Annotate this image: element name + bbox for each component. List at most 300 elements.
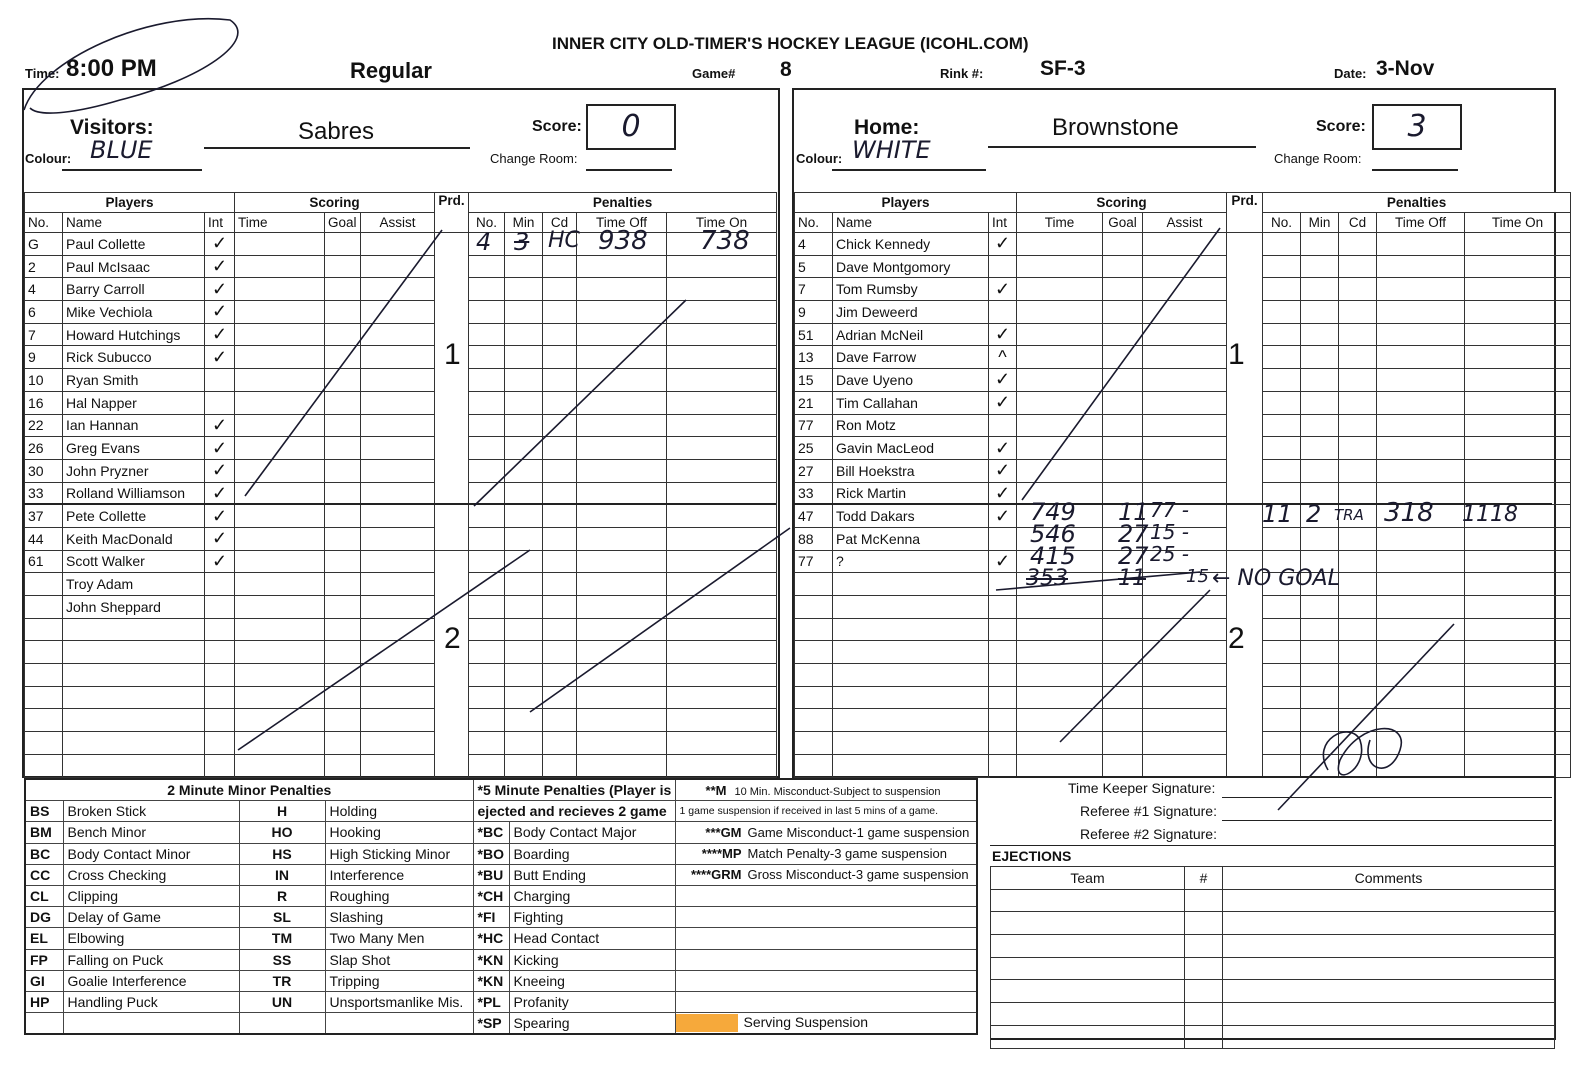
legend-cell: Broken Stick [63,801,239,822]
visitors-penalty-cd: HC [548,228,580,253]
game-value: 8 [780,58,792,81]
player-int: ✓ [205,550,235,573]
player-no: 25 [795,437,833,460]
referee1-line [1222,820,1552,821]
player-no: 37 [25,505,63,528]
legend-table [24,778,978,1035]
player-int: ✓ [989,550,1017,573]
player-name: Ian Hannan [63,414,205,437]
minor-desc: Bench Minor [63,822,239,843]
home-penalty-cd: TRA [1334,506,1364,524]
legend-row [25,864,977,885]
minor-desc: Elbowing [63,928,239,949]
home-struck-goal-goal: 11 [1118,566,1146,591]
home-penalty-off: 318 [1384,498,1434,528]
player-name: Tim Callahan [833,391,989,414]
misc-desc: 10 Min. Misconduct-Subject to suspension [734,785,941,798]
minor-code: CC [25,864,63,885]
minor-desc: Two Many Men [325,928,473,949]
visitors-score-label: Score: [532,118,582,135]
prd-header: Prd. [435,193,469,233]
visitors-penalty-on: 738 [700,226,750,256]
player-name: Ryan Smith [63,369,205,392]
col-goal: Goal [1103,213,1143,233]
minor-code: EL [25,928,63,949]
col-time-off: Time Off [577,213,667,233]
player-name: Pete Collette [63,505,205,528]
player-no: 22 [25,414,63,437]
major-desc: Butt Ending [509,864,675,885]
col-name: Name [63,213,205,233]
player-name: Scott Walker [63,550,205,573]
rink-value: SF-3 [1040,57,1086,80]
ejection-cell [991,912,1185,935]
player-int: ✓ [205,301,235,324]
player-name: Todd Dakars [833,505,989,528]
ejection-cell [1185,980,1223,1003]
ejection-cell [1223,1025,1555,1048]
player-no: 33 [25,482,63,505]
player-no: 30 [25,459,63,482]
player-int: ✓ [205,527,235,550]
serving-swatch [676,1014,738,1032]
ejection-cell [991,935,1185,958]
col-no: No. [795,213,833,233]
home-goal-assist: 25 - [1150,542,1190,566]
minor-code: GI [25,970,63,991]
col-pen-no: No. [1263,213,1301,233]
player-name: John Sheppard [63,596,205,619]
home-scoring-strike-2 [1060,590,1210,742]
player-no: 7 [25,323,63,346]
player-no: 51 [795,323,833,346]
player-no: 44 [25,527,63,550]
minor-title: 2 Minute Minor Penalties [25,779,473,801]
player-name: Adrian McNeil [833,323,989,346]
col-time-on: Time On [1465,213,1571,233]
game-label: Game# [692,66,736,81]
misc-cell [675,949,977,970]
player-name: Dave Uyeno [833,369,989,392]
player-int: ✓ [205,505,235,528]
visitors-label: Visitors: [70,116,154,139]
ejection-cell [1185,935,1223,958]
major-desc: Kicking [509,949,675,970]
date-label: Date: [1334,66,1367,81]
player-name: Rick Martin [833,482,989,505]
minor-code: HS [239,843,325,864]
ejections-table [990,866,1555,1049]
home-penalty-on: 1118 [1462,502,1518,527]
player-name: Howard Hutchings [63,323,205,346]
col-cd: Cd [1339,213,1377,233]
minor-code: SS [239,949,325,970]
player-name: Rick Subucco [63,346,205,369]
player-no: 10 [25,369,63,392]
legend-row [25,843,977,864]
home-label: Home: [854,116,920,139]
player-no: 88 [795,527,833,550]
player-int: ✓ [989,369,1017,392]
ejection-cell [1185,889,1223,912]
player-no: 4 [25,278,63,301]
minor-desc: Unsportsmanlike Mis. [325,991,473,1012]
player-name: Gavin MacLeod [833,437,989,460]
home-goal-goal: 27 [1118,542,1149,570]
major-code: *KN [473,970,509,991]
player-int: ✓ [989,323,1017,346]
table-row [991,1025,1555,1048]
col-time-on: Time On [667,213,777,233]
home-team: Brownstone [1052,114,1179,141]
misc-1: 1 game suspension if received in last 5 mins of a game. [675,801,977,822]
player-int: ✓ [205,323,235,346]
misc-code: ****GRM [690,867,742,883]
col-min: Min [1301,213,1339,233]
player-int: ✓ [205,233,235,256]
players-group-header: Players [25,193,235,213]
table-row [991,1003,1555,1026]
ejection-cell [1185,1025,1223,1048]
minor-code: DG [25,907,63,928]
minor-code: IN [239,864,325,885]
misc-code: ***GM [705,824,742,840]
ejection-cell [1185,957,1223,980]
minor-code: R [239,885,325,906]
player-no: 21 [795,391,833,414]
minor-desc: Slashing [325,907,473,928]
player-int: ✓ [205,459,235,482]
legend-empty-cell [63,1013,239,1035]
player-no: 77 [795,414,833,437]
player-no: 4 [795,233,833,256]
minor-code: SL [239,907,325,928]
minor-code: TM [239,928,325,949]
player-name: Paul McIsaac [63,255,205,278]
legend-row [25,907,977,928]
col-time: Time [1017,213,1103,233]
minor-desc: High Sticking Minor [325,843,473,864]
major-code: *HC [473,928,509,949]
minor-desc: Interference [325,864,473,885]
ejection-cell [1223,912,1555,935]
visitors-penalty-strike-1 [474,300,686,506]
home-score: 3 [1372,104,1462,150]
player-no: 7 [795,278,833,301]
major-desc: Head Contact [509,928,675,949]
serving-cell [675,1013,977,1035]
major-desc: Spearing [509,1013,675,1035]
player-name: Jim Deweerd [833,301,989,324]
misc-cell [675,822,977,843]
player-int: ✓ [205,278,235,301]
player-name: Dave Montgomory [833,255,989,278]
home-period-1: 1 [1228,338,1245,371]
major-code: *BO [473,843,509,864]
penalties-group-header: Penalties [1263,193,1571,213]
ejection-cell [991,1003,1185,1026]
home-scoring-strike-1 [1022,228,1220,500]
home-colour-label: Colour: [796,151,843,166]
ejection-cell [991,1025,1185,1048]
player-int: ✓ [205,414,235,437]
player-no: 77 [795,550,833,573]
player-int: ^ [989,346,1017,369]
serving-label: Serving Suspension [743,1014,869,1030]
player-int: ✓ [989,482,1017,505]
legend-row [25,949,977,970]
col-assist: Assist [361,213,435,233]
player-int: ✓ [989,233,1017,256]
visitors-scoring-strike-2 [238,550,530,750]
ejections-title: EJECTIONS [992,848,1072,864]
legend-empty-cell [325,1013,473,1035]
player-name: Troy Adam [63,573,205,596]
legend-row [25,991,977,1012]
visitors-team: Sabres [298,118,375,145]
col-time-off: Time Off [1377,213,1465,233]
home-goal-time: 415 [1030,542,1076,570]
player-int: ✓ [205,346,235,369]
misc-desc: Game Misconduct-1 game suspension [747,824,970,840]
misc-cell [675,864,977,885]
col-no: No. [25,213,63,233]
player-name: Rolland Williamson [63,482,205,505]
player-no: 13 [795,346,833,369]
visitors-period-2: 2 [444,622,461,655]
misc-desc: Gross Misconduct-3 game suspension [747,867,969,883]
col-int: Int [205,213,235,233]
misc-code: ****MP [701,846,742,862]
minor-desc: Falling on Puck [63,949,239,970]
table-row [991,935,1555,958]
home-goal-goal: 27 [1118,520,1149,548]
league-title: INNER CITY OLD-TIMER'S HOCKEY LEAGUE (ICOHL.COM) [552,34,1029,53]
minor-desc: Handling Puck [63,991,239,1012]
ejections-comments-header: Comments [1223,867,1555,890]
ejection-cell [1185,912,1223,935]
visitors-scoring-strike-1 [245,230,442,496]
no-goal-note: ← NO GOAL [1212,566,1340,591]
home-goal-time: 546 [1030,520,1076,548]
player-name: Barry Carroll [63,278,205,301]
scoring-group-header: Scoring [235,193,435,213]
game-type: Regular [350,58,432,83]
player-no: 5 [795,255,833,278]
legend-empty-cell [25,1013,63,1035]
player-name: Tom Rumsby [833,278,989,301]
minor-desc: Roughing [325,885,473,906]
legend-row [25,822,977,843]
player-no: 33 [795,482,833,505]
major-code: *BC [473,822,509,843]
misc-cell [675,843,977,864]
player-no: 6 [25,301,63,324]
ejection-cell [1223,889,1555,912]
player-int: ✓ [989,505,1017,528]
ejection-cell [991,957,1185,980]
player-no: 2 [25,255,63,278]
home-penalty-min: 2 [1306,500,1322,528]
home-penalty-no: 11 [1262,500,1293,528]
time-label: Time: [25,66,60,81]
player-name: Paul Collette [63,233,205,256]
player-int: ✓ [989,391,1017,414]
minor-desc: Clipping [63,885,239,906]
scoring-group-header: Scoring [1017,193,1227,213]
player-no: 61 [25,550,63,573]
ejections-header-row [991,867,1555,890]
misc-cell [675,907,977,928]
major-title-2: ejected and recieves 2 game [473,801,675,822]
player-no: 26 [25,437,63,460]
player-no: 15 [795,369,833,392]
misc-cell [675,928,977,949]
major-desc: Boarding [509,843,675,864]
major-desc: Charging [509,885,675,906]
home-goal-time: 749 [1030,498,1076,526]
major-code: *SP [473,1013,509,1035]
home-goal-goal: 11 [1118,498,1149,526]
prd-header: Prd. [1227,193,1263,233]
col-min: Min [505,213,543,233]
visitors-penalty-min: 3 [514,228,530,256]
players-group-header: Players [795,193,1017,213]
player-no: 27 [795,459,833,482]
table-row [991,980,1555,1003]
player-name: Ron Motz [833,414,989,437]
visitors-change-room-label: Change Room: [490,151,578,166]
player-name: John Pryzner [63,459,205,482]
circle-scribble [24,19,238,113]
major-code: *CH [473,885,509,906]
timekeeper-label: Time Keeper Signature: [1068,780,1216,796]
minor-code: TR [239,970,325,991]
misc-cell [675,970,977,991]
legend-row [25,928,977,949]
major-code: *KN [473,949,509,970]
referee2-label: Referee #2 Signature: [1080,826,1217,842]
ejection-cell [991,980,1185,1003]
player-int: ✓ [205,437,235,460]
legend-row [25,1013,977,1035]
misc-code: **M [705,782,727,798]
minor-desc: Tripping [325,970,473,991]
legend-empty-cell [239,1013,325,1035]
ejection-cell [1223,980,1555,1003]
player-no: 16 [25,391,63,414]
player-int: ✓ [205,255,235,278]
penalties-group-header: Penalties [469,193,777,213]
player-name: Keith MacDonald [63,527,205,550]
misc-desc: Match Penalty-3 game suspension [747,846,947,862]
home-period-2: 2 [1228,622,1245,655]
major-code: *PL [473,991,509,1012]
table-row [991,889,1555,912]
major-code: *FI [473,907,509,928]
table-row [991,912,1555,935]
ejection-cell [1223,1003,1555,1026]
minor-desc: Goalie Interference [63,970,239,991]
minor-code: BM [25,822,63,843]
player-int: ✓ [989,278,1017,301]
home-colour: WHITE [852,136,931,164]
major-title-1: *5 Minute Penalties (Player is [473,779,675,801]
minor-desc: Slap Shot [325,949,473,970]
major-desc: Profanity [509,991,675,1012]
minor-code: UN [239,991,325,1012]
ejection-cell [1223,935,1555,958]
player-name: Hal Napper [63,391,205,414]
misc-cell [675,991,977,1012]
legend-row [25,885,977,906]
visitors-score: 0 [586,104,676,150]
minor-code: HP [25,991,63,1012]
col-goal: Goal [325,213,361,233]
rink-label: Rink #: [940,66,984,81]
minor-code: BC [25,843,63,864]
visitors-period-1: 1 [444,338,461,371]
home-struck-goal-assist: 15 [1186,566,1209,587]
col-cd: Cd [543,213,577,233]
ejection-cell [991,889,1185,912]
player-name: Chick Kennedy [833,233,989,256]
visitors-penalty-strike-2 [530,528,790,712]
home-struck-goal-time: 353 [1026,566,1068,591]
player-int: ✓ [989,437,1017,460]
major-desc: Fighting [509,907,675,928]
legend-row [25,970,977,991]
player-int: ✓ [989,459,1017,482]
col-int: Int [989,213,1017,233]
col-name: Name [833,213,989,233]
col-time: Time [235,213,325,233]
time-value: 8:00 PM [66,55,157,82]
legend-row [25,801,977,822]
col-assist: Assist [1143,213,1227,233]
timekeeper-line [1222,797,1552,798]
player-name: Pat McKenna [833,527,989,550]
referee-signature [1323,729,1401,775]
col-pen-no: No. [469,213,505,233]
table-row [991,957,1555,980]
visitors-colour-label: Colour: [25,151,72,166]
major-desc: Body Contact Major [509,822,675,843]
ejections-divider [990,845,1554,846]
legend-title-row [25,779,977,801]
player-no: G [25,233,63,256]
referee1-label: Referee #1 Signature: [1080,803,1217,819]
player-no: 47 [795,505,833,528]
misc-cell [675,885,977,906]
player-name: Greg Evans [63,437,205,460]
ejections-num-header: # [1185,867,1223,890]
home-goal-assist: 77 - [1150,498,1190,522]
major-code: *BU [473,864,509,885]
home-change-room-label: Change Room: [1274,151,1362,166]
major-desc: Kneeing [509,970,675,991]
player-no: 9 [795,301,833,324]
minor-code: CL [25,885,63,906]
home-goal-assist: 15 - [1150,520,1190,544]
player-name: Bill Hoekstra [833,459,989,482]
player-int: ✓ [205,482,235,505]
struck-goal-line [996,572,1200,590]
player-name: Dave Farrow [833,346,989,369]
player-name: ? [833,550,989,573]
visitors-colour: BLUE [90,136,153,164]
legend-cell: BS [25,801,63,822]
